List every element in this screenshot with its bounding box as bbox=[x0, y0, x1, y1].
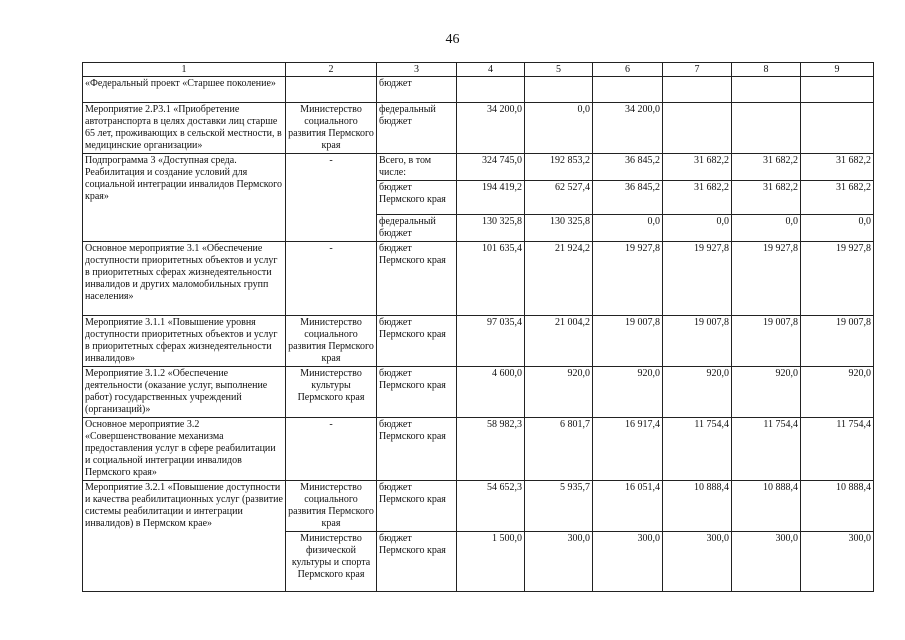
amount-cell: 11 754,4 bbox=[732, 418, 801, 481]
amount-cell bbox=[663, 103, 732, 154]
amount-cell: 19 007,8 bbox=[593, 316, 663, 367]
page-number: 46 bbox=[445, 32, 460, 47]
column-header: 9 bbox=[801, 63, 874, 77]
amount-cell: 11 754,4 bbox=[663, 418, 732, 481]
column-header: 4 bbox=[457, 63, 525, 77]
amount-cell: 31 682,2 bbox=[801, 181, 874, 215]
amount-cell: 300,0 bbox=[801, 532, 874, 592]
funding-source: бюджет Пермского края bbox=[377, 532, 457, 592]
funding-source: бюджет Пермского края bbox=[377, 181, 457, 215]
amount-cell: 10 888,4 bbox=[801, 481, 874, 532]
amount-cell: 4 600,0 bbox=[457, 367, 525, 418]
funding-source: федеральный бюджет bbox=[377, 215, 457, 242]
executor: Министерство физической культуры и спорта Пермского края bbox=[286, 532, 377, 592]
amount-cell: 920,0 bbox=[801, 367, 874, 418]
amount-cell bbox=[457, 77, 525, 103]
amount-cell: 54 652,3 bbox=[457, 481, 525, 532]
column-header: 3 bbox=[377, 63, 457, 77]
amount-cell bbox=[525, 77, 593, 103]
amount-cell bbox=[663, 77, 732, 103]
amount-cell: 97 035,4 bbox=[457, 316, 525, 367]
executor: Министерство культуры Пермского края bbox=[286, 367, 377, 418]
amount-cell: 31 682,2 bbox=[732, 181, 801, 215]
amount-cell: 192 853,2 bbox=[525, 154, 593, 181]
amount-cell: 300,0 bbox=[663, 532, 732, 592]
amount-cell: 19 927,8 bbox=[663, 242, 732, 316]
amount-cell: 920,0 bbox=[732, 367, 801, 418]
amount-cell: 58 982,3 bbox=[457, 418, 525, 481]
activity-name: Мероприятие 3.1.2 «Обеспечение деятельности (оказание услуг, выполнение работ) государственных учреждений (организаций)» bbox=[83, 367, 286, 418]
table-row bbox=[83, 418, 874, 481]
amount-cell: 31 682,2 bbox=[732, 154, 801, 181]
amount-cell: 300,0 bbox=[593, 532, 663, 592]
activity-name: Мероприятие 3.2.1 «Повышение доступности и качества реабилитационных услуг (развитие системы реабилитации и интеграции инвалидов) в Пермском крае» bbox=[83, 481, 286, 592]
table-row bbox=[83, 242, 874, 316]
activity-name: Мероприятие 3.1.1 «Повышение уровня доступности приоритетных объектов и услуг в приоритетных сферах жизнедеятельности инвалидов» bbox=[83, 316, 286, 367]
amount-cell: 0,0 bbox=[593, 215, 663, 242]
amount-cell: 34 200,0 bbox=[593, 103, 663, 154]
column-header: 8 bbox=[732, 63, 801, 77]
amount-cell bbox=[732, 77, 801, 103]
table-row bbox=[83, 77, 874, 103]
amount-cell: 0,0 bbox=[663, 215, 732, 242]
amount-cell: 36 845,2 bbox=[593, 181, 663, 215]
amount-cell: 130 325,8 bbox=[457, 215, 525, 242]
amount-cell: 0,0 bbox=[525, 103, 593, 154]
amount-cell: 19 007,8 bbox=[801, 316, 874, 367]
amount-cell: 194 419,2 bbox=[457, 181, 525, 215]
funding-source: бюджет Пермского края bbox=[377, 367, 457, 418]
amount-cell: 16 051,4 bbox=[593, 481, 663, 532]
budget-table bbox=[82, 62, 874, 592]
activity-name: Подпрограмма 3 «Доступная среда. Реабилитация и создание условий для социальной интеграции инвалидов Пермского края» bbox=[83, 154, 286, 242]
amount-cell: 10 888,4 bbox=[663, 481, 732, 532]
table-row bbox=[83, 316, 874, 367]
executor: Министерство социального развития Пермского края bbox=[286, 103, 377, 154]
amount-cell: 0,0 bbox=[732, 215, 801, 242]
amount-cell: 19 927,8 bbox=[593, 242, 663, 316]
amount-cell: 324 745,0 bbox=[457, 154, 525, 181]
funding-source: федеральный бюджет bbox=[377, 103, 457, 154]
activity-name: Основное мероприятие 3.1 «Обеспечение доступности приоритетных объектов и услуг в приоритетных сферах жизнедеятельности инвалидов и других маломобильных групп населения» bbox=[83, 242, 286, 316]
amount-cell: 36 845,2 bbox=[593, 154, 663, 181]
table-row bbox=[83, 481, 874, 532]
amount-cell: 1 500,0 bbox=[457, 532, 525, 592]
amount-cell: 0,0 bbox=[801, 215, 874, 242]
funding-source: бюджет Пермского края bbox=[377, 481, 457, 532]
table-row bbox=[83, 103, 874, 154]
column-header: 2 bbox=[286, 63, 377, 77]
header-row bbox=[83, 63, 874, 77]
amount-cell bbox=[801, 77, 874, 103]
amount-cell: 62 527,4 bbox=[525, 181, 593, 215]
amount-cell bbox=[801, 103, 874, 154]
table-row bbox=[83, 367, 874, 418]
amount-cell: 920,0 bbox=[663, 367, 732, 418]
amount-cell: 11 754,4 bbox=[801, 418, 874, 481]
executor bbox=[286, 77, 377, 103]
amount-cell: 19 007,8 bbox=[663, 316, 732, 367]
amount-cell: 300,0 bbox=[525, 532, 593, 592]
column-header: 6 bbox=[593, 63, 663, 77]
amount-cell: 16 917,4 bbox=[593, 418, 663, 481]
amount-cell: 21 924,2 bbox=[525, 242, 593, 316]
funding-source: бюджет bbox=[377, 77, 457, 103]
funding-source: Всего, в том числе: bbox=[377, 154, 457, 181]
executor: - bbox=[286, 418, 377, 481]
amount-cell: 34 200,0 bbox=[457, 103, 525, 154]
executor: - bbox=[286, 154, 377, 242]
amount-cell: 19 007,8 bbox=[732, 316, 801, 367]
amount-cell: 31 682,2 bbox=[801, 154, 874, 181]
amount-cell: 19 927,8 bbox=[801, 242, 874, 316]
column-header: 1 bbox=[83, 63, 286, 77]
amount-cell: 101 635,4 bbox=[457, 242, 525, 316]
amount-cell: 5 935,7 bbox=[525, 481, 593, 532]
funding-source: бюджет Пермского края bbox=[377, 316, 457, 367]
activity-name: «Федеральный проект «Старшее поколение» bbox=[83, 77, 286, 103]
amount-cell: 21 004,2 bbox=[525, 316, 593, 367]
column-header: 7 bbox=[663, 63, 732, 77]
amount-cell: 10 888,4 bbox=[732, 481, 801, 532]
table-row bbox=[83, 154, 874, 181]
amount-cell: 920,0 bbox=[593, 367, 663, 418]
amount-cell: 300,0 bbox=[732, 532, 801, 592]
amount-cell: 920,0 bbox=[525, 367, 593, 418]
amount-cell: 31 682,2 bbox=[663, 154, 732, 181]
amount-cell: 6 801,7 bbox=[525, 418, 593, 481]
activity-name: Основное мероприятие 3.2 «Совершенствование механизма предоставления услуг в сфере реабилитации и социальной интеграции инвалидов Пермского края» bbox=[83, 418, 286, 481]
executor: - bbox=[286, 242, 377, 316]
executor: Министерство социального развития Пермского края bbox=[286, 481, 377, 532]
amount-cell: 19 927,8 bbox=[732, 242, 801, 316]
amount-cell: 31 682,2 bbox=[663, 181, 732, 215]
executor: Министерство социального развития Пермского края bbox=[286, 316, 377, 367]
activity-name: Мероприятие 2.Р3.1 «Приобретение автотранспорта в целях доставки лиц старше 65 лет, проживающих в сельской местности, в медицинские организации» bbox=[83, 103, 286, 154]
funding-source: бюджет Пермского края bbox=[377, 242, 457, 316]
amount-cell bbox=[593, 77, 663, 103]
column-header: 5 bbox=[525, 63, 593, 77]
funding-source: бюджет Пермского края bbox=[377, 418, 457, 481]
amount-cell bbox=[732, 103, 801, 154]
amount-cell: 130 325,8 bbox=[525, 215, 593, 242]
